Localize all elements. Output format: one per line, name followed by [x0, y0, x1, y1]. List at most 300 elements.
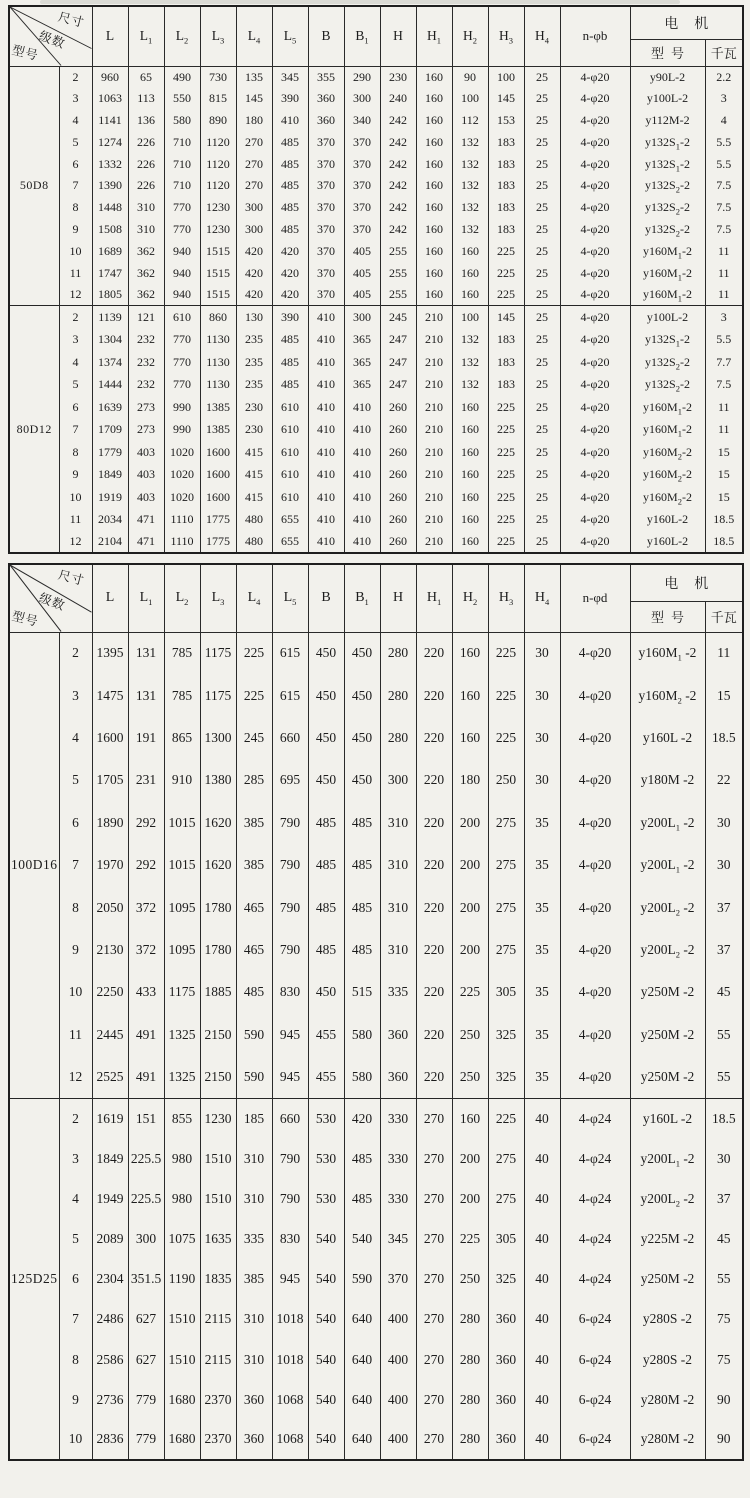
dim-value-cell: 30 [524, 759, 560, 801]
dim-value-cell: 310 [380, 886, 416, 928]
dim-value-cell: 25 [524, 508, 560, 531]
dim-value-cell: 183 [488, 373, 524, 396]
dim-value-cell: 2370 [200, 1420, 236, 1460]
dim-value-cell: 242 [380, 110, 416, 132]
motor-model-cell: $y132S_2-2$ [630, 373, 705, 396]
bolt-holes-cell: 6-φ24 [560, 1299, 630, 1339]
dim-value-cell: 225 [488, 531, 524, 554]
dim-value-cell: 660 [272, 717, 308, 759]
dim-value-cell: 225 [488, 486, 524, 509]
stage-count-cell: 12 [59, 531, 92, 554]
dim-value-cell: 210 [416, 531, 452, 554]
table-row [9, 240, 743, 262]
dim-value-cell: 310 [236, 1339, 272, 1379]
dim-value-cell: 410 [308, 328, 344, 351]
stage-count-cell: 3 [59, 674, 92, 716]
dim-value-cell: 1020 [164, 486, 200, 509]
dim-value-cell: 491 [128, 1056, 164, 1098]
bolt-holes-cell: 4-φ20 [560, 197, 630, 219]
motor-kw-cell: 37 [705, 1179, 743, 1219]
dim-value-cell: 480 [236, 508, 272, 531]
dim-value-cell: 255 [380, 262, 416, 284]
dim-value-cell: 200 [452, 1179, 488, 1219]
dim-value-cell: 400 [380, 1420, 416, 1460]
dim-value-cell: 280 [452, 1420, 488, 1460]
dim-value-cell: 1068 [272, 1380, 308, 1420]
dim-value-cell: 1374 [92, 351, 128, 374]
dim-value-cell: 640 [344, 1420, 380, 1460]
dim-value-cell: 345 [380, 1219, 416, 1259]
motor-group-header: 电机 [630, 6, 743, 39]
motor-kw-cell: 55 [705, 1056, 743, 1098]
dim-value-cell: 450 [308, 717, 344, 759]
dim-value-cell: 400 [380, 1380, 416, 1420]
bolt-holes-cell: 4-φ20 [560, 971, 630, 1013]
bolt-holes-header: n-φd [560, 564, 630, 632]
dim-value-cell: 550 [164, 88, 200, 110]
stage-count-cell: 11 [59, 1014, 92, 1056]
dim-value-cell: 145 [488, 88, 524, 110]
dim-value-cell: 385 [236, 844, 272, 886]
dim-value-cell: 940 [164, 284, 200, 306]
motor-kw-cell: 30 [705, 1138, 743, 1178]
motor-model-cell: $y132S_1-2$ [630, 131, 705, 153]
dim-value-cell: 210 [416, 373, 452, 396]
dim-value-cell: 325 [488, 1014, 524, 1056]
stage-count-cell: 3 [59, 88, 92, 110]
bolt-holes-cell: 6-φ24 [560, 1420, 630, 1460]
stage-count-cell: 11 [59, 508, 92, 531]
dim-value-cell: 360 [236, 1420, 272, 1460]
dim-value-cell: 2370 [200, 1380, 236, 1420]
dim-value-cell: 270 [416, 1138, 452, 1178]
dim-column-header: $H_3$ [488, 6, 524, 66]
dim-value-cell: 132 [452, 153, 488, 175]
dim-column-header: H [380, 6, 416, 66]
dim-value-cell: 247 [380, 328, 416, 351]
dim-column-header: $H_1$ [416, 6, 452, 66]
dim-value-cell: 185 [236, 1098, 272, 1138]
dim-value-cell: 360 [488, 1420, 524, 1460]
dim-value-cell: 410 [308, 486, 344, 509]
motor-model-cell: $y132S_2-2$ [630, 219, 705, 241]
bolt-holes-cell: 4-φ20 [560, 508, 630, 531]
dim-value-cell: 255 [380, 240, 416, 262]
stage-count-cell: 4 [59, 717, 92, 759]
dim-value-cell: 2250 [92, 971, 128, 1013]
dim-value-cell: 990 [164, 418, 200, 441]
dim-value-cell: 230 [236, 418, 272, 441]
stage-count-cell: 10 [59, 1420, 92, 1460]
dim-value-cell: 200 [452, 1138, 488, 1178]
dim-value-cell: 325 [488, 1259, 524, 1299]
dim-value-cell: 132 [452, 351, 488, 374]
dim-value-cell: 471 [128, 508, 164, 531]
stage-count-cell: 2 [59, 66, 92, 88]
dim-value-cell: 410 [344, 463, 380, 486]
motor-model-cell: $y160M_2-2$ [630, 441, 705, 464]
stage-count-cell: 5 [59, 131, 92, 153]
dim-value-cell: 770 [164, 373, 200, 396]
dim-value-cell: 2586 [92, 1339, 128, 1379]
stage-count-cell: 5 [59, 373, 92, 396]
dim-value-cell: 1680 [164, 1380, 200, 1420]
bolt-holes-cell: 4-φ20 [560, 486, 630, 509]
table-row [9, 886, 743, 928]
dim-value-cell: 485 [344, 1179, 380, 1219]
dim-value-cell: 121 [128, 306, 164, 329]
dim-value-cell: 420 [272, 284, 308, 306]
dim-value-cell: 330 [380, 1138, 416, 1178]
dim-value-cell: 1120 [200, 175, 236, 197]
dim-value-cell: 1890 [92, 802, 128, 844]
dim-value-cell: 540 [308, 1259, 344, 1299]
dim-value-cell: 1515 [200, 240, 236, 262]
dim-value-cell: 225 [488, 1098, 524, 1138]
dim-value-cell: 450 [308, 759, 344, 801]
dim-value-cell: 1709 [92, 418, 128, 441]
dim-value-cell: 160 [452, 262, 488, 284]
bolt-holes-cell: 4-φ20 [560, 929, 630, 971]
bolt-holes-cell: 4-φ20 [560, 88, 630, 110]
stage-count-cell: 10 [59, 971, 92, 1013]
table-row [9, 284, 743, 306]
dim-value-cell: 275 [488, 886, 524, 928]
dim-column-header: L [92, 6, 128, 66]
dim-value-cell: 360 [380, 1056, 416, 1098]
dim-value-cell: 640 [344, 1380, 380, 1420]
motor-model-cell: $y160M_1-2$ [630, 396, 705, 419]
dim-value-cell: 779 [128, 1420, 164, 1460]
dim-value-cell: 2150 [200, 1014, 236, 1056]
motor-kw-cell: 5.5 [705, 153, 743, 175]
dim-value-cell: 145 [488, 306, 524, 329]
dim-value-cell: 275 [488, 844, 524, 886]
dim-value-cell: 1600 [92, 717, 128, 759]
dim-value-cell: 1385 [200, 396, 236, 419]
dim-value-cell: 2130 [92, 929, 128, 971]
dim-value-cell: 25 [524, 197, 560, 219]
dim-value-cell: 292 [128, 844, 164, 886]
bolt-holes-cell: 4-φ20 [560, 110, 630, 132]
dim-value-cell: 403 [128, 463, 164, 486]
dim-value-cell: 183 [488, 175, 524, 197]
dim-value-cell: 540 [308, 1219, 344, 1259]
dim-value-cell: 225 [236, 674, 272, 716]
corner-diagonals [10, 7, 92, 66]
dim-column-header: $B_1$ [344, 6, 380, 66]
dim-value-cell: 40 [524, 1138, 560, 1178]
table-row [9, 131, 743, 153]
dim-value-cell: 35 [524, 971, 560, 1013]
stage-count-cell: 12 [59, 284, 92, 306]
dim-value-cell: 1885 [200, 971, 236, 1013]
motor-kw-cell: 7.5 [705, 219, 743, 241]
dim-value-cell: 260 [380, 508, 416, 531]
corner-label-stages: 级数 [37, 590, 68, 613]
bolt-holes-cell: 4-φ20 [560, 373, 630, 396]
model-section-80D12 [9, 306, 743, 554]
motor-model-cell: $y200L_1$ -2 [630, 802, 705, 844]
dim-value-cell: 1775 [200, 531, 236, 554]
dim-value-cell: 35 [524, 929, 560, 971]
dim-value-cell: 245 [236, 717, 272, 759]
dim-value-cell: 790 [272, 929, 308, 971]
dim-value-cell: 480 [236, 531, 272, 554]
dim-value-cell: 40 [524, 1259, 560, 1299]
motor-model-cell: $y200L_2$ -2 [630, 929, 705, 971]
dim-value-cell: 485 [308, 802, 344, 844]
dim-value-cell: 410 [308, 306, 344, 329]
scan-artifact [40, 0, 680, 4]
dim-value-cell: 1300 [200, 717, 236, 759]
dim-column-header: $H_3$ [488, 564, 524, 632]
dim-value-cell: 210 [416, 463, 452, 486]
table-row [9, 1259, 743, 1299]
dim-value-cell: 183 [488, 131, 524, 153]
bolt-holes-cell: 4-φ20 [560, 886, 630, 928]
dim-value-cell: 100 [452, 88, 488, 110]
dim-value-cell: 1635 [200, 1219, 236, 1259]
dim-value-cell: 225 [488, 284, 524, 306]
dim-value-cell: 1110 [164, 531, 200, 554]
stage-count-cell: 9 [59, 219, 92, 241]
dim-value-cell: 785 [164, 632, 200, 674]
bolt-holes-cell: 4-φ20 [560, 1014, 630, 1056]
bolt-holes-cell: 4-φ20 [560, 418, 630, 441]
dim-value-cell: 360 [380, 1014, 416, 1056]
dim-value-cell: 1139 [92, 306, 128, 329]
motor-kw-cell: 18.5 [705, 531, 743, 554]
motor-kw-cell: 37 [705, 886, 743, 928]
dim-value-cell: 30 [524, 674, 560, 716]
bolt-holes-cell: 4-φ20 [560, 284, 630, 306]
dim-value-cell: 247 [380, 351, 416, 374]
bolt-holes-cell: 4-φ20 [560, 717, 630, 759]
dim-value-cell: 242 [380, 153, 416, 175]
dim-value-cell: 131 [128, 632, 164, 674]
dim-value-cell: 403 [128, 441, 164, 464]
dim-value-cell: 485 [272, 175, 308, 197]
motor-kw-cell: 7.5 [705, 175, 743, 197]
dim-value-cell: 330 [380, 1098, 416, 1138]
dim-value-cell: 25 [524, 531, 560, 554]
corner-label-stages: 级数 [37, 29, 68, 52]
dim-value-cell: 1304 [92, 328, 128, 351]
dim-value-cell: 30 [524, 717, 560, 759]
dim-value-cell: 160 [452, 531, 488, 554]
dim-value-cell: 260 [380, 418, 416, 441]
dim-value-cell: 220 [416, 929, 452, 971]
dim-value-cell: 485 [272, 328, 308, 351]
dim-value-cell: 370 [308, 153, 344, 175]
dim-value-cell: 2525 [92, 1056, 128, 1098]
dim-value-cell: 1130 [200, 373, 236, 396]
dim-value-cell: 225 [488, 508, 524, 531]
dim-column-header: $H_2$ [452, 6, 488, 66]
stage-count-cell: 8 [59, 441, 92, 464]
bolt-holes-cell: 4-φ24 [560, 1179, 630, 1219]
dim-value-cell: 250 [488, 759, 524, 801]
dim-value-cell: 410 [344, 418, 380, 441]
dim-value-cell: 183 [488, 351, 524, 374]
dim-value-cell: 2486 [92, 1299, 128, 1339]
dim-value-cell: 420 [236, 262, 272, 284]
motor-model-header: 型号 [630, 39, 705, 66]
motor-model-cell: y250M -2 [630, 971, 705, 1013]
dim-value-cell: 351.5 [128, 1259, 164, 1299]
dim-value-cell: 40 [524, 1098, 560, 1138]
dim-value-cell: 250 [452, 1014, 488, 1056]
stage-count-cell: 9 [59, 929, 92, 971]
motor-model-cell: y160L-2 [630, 508, 705, 531]
dim-value-cell: 450 [344, 759, 380, 801]
dim-value-cell: 710 [164, 175, 200, 197]
dim-value-cell: 1448 [92, 197, 128, 219]
stage-count-cell: 2 [59, 306, 92, 329]
dim-value-cell: 2104 [92, 531, 128, 554]
dim-value-cell: 225 [452, 971, 488, 1013]
dim-value-cell: 270 [416, 1420, 452, 1460]
dim-value-cell: 1130 [200, 328, 236, 351]
corner-label-model: 型号 [10, 42, 41, 63]
dim-value-cell: 160 [452, 1098, 488, 1138]
dim-value-cell: 160 [416, 88, 452, 110]
dim-value-cell: 2034 [92, 508, 128, 531]
dim-value-cell: 270 [236, 131, 272, 153]
dim-value-cell: 40 [524, 1299, 560, 1339]
dim-value-cell: 25 [524, 328, 560, 351]
stage-count-cell: 8 [59, 886, 92, 928]
dim-value-cell: 1600 [200, 441, 236, 464]
dim-value-cell: 365 [344, 351, 380, 374]
dim-value-cell: 1510 [164, 1299, 200, 1339]
dim-value-cell: 132 [452, 219, 488, 241]
dim-value-cell: 220 [416, 759, 452, 801]
dim-value-cell: 910 [164, 759, 200, 801]
dim-value-cell: 945 [272, 1056, 308, 1098]
dim-column-header: $L_1$ [128, 6, 164, 66]
dim-value-cell: 25 [524, 351, 560, 374]
dim-value-cell: 385 [236, 802, 272, 844]
dim-value-cell: 410 [308, 463, 344, 486]
dim-value-cell: 310 [236, 1179, 272, 1219]
dim-value-cell: 790 [272, 844, 308, 886]
stage-count-cell: 7 [59, 175, 92, 197]
table-row [9, 219, 743, 241]
dim-value-cell: 530 [308, 1179, 344, 1219]
dim-value-cell: 1020 [164, 441, 200, 464]
dim-value-cell: 25 [524, 219, 560, 241]
dim-value-cell: 160 [416, 284, 452, 306]
dim-value-cell: 1508 [92, 219, 128, 241]
motor-kw-cell: 7.5 [705, 197, 743, 219]
spec-table-1 [8, 5, 744, 554]
dim-value-cell: 200 [452, 929, 488, 971]
dim-value-cell: 210 [416, 351, 452, 374]
stage-count-cell: 12 [59, 1056, 92, 1098]
dim-value-cell: 1619 [92, 1098, 128, 1138]
motor-model-cell: y100L-2 [630, 88, 705, 110]
dim-value-cell: 945 [272, 1014, 308, 1056]
stage-count-cell: 5 [59, 1219, 92, 1259]
motor-model-cell: y280M -2 [630, 1420, 705, 1460]
dim-value-cell: 695 [272, 759, 308, 801]
motor-model-cell: $y132S_1-2$ [630, 328, 705, 351]
dim-value-cell: 485 [272, 219, 308, 241]
dim-value-cell: 230 [236, 396, 272, 419]
dim-value-cell: 300 [380, 759, 416, 801]
dim-value-cell: 730 [200, 66, 236, 88]
dim-value-cell: 410 [344, 531, 380, 554]
corner-label-size: 尺寸 [56, 567, 87, 589]
dim-value-cell: 151 [128, 1098, 164, 1138]
dim-value-cell: 410 [308, 351, 344, 374]
dim-value-cell: 1075 [164, 1219, 200, 1259]
table-row [9, 531, 743, 554]
dim-value-cell: 655 [272, 531, 308, 554]
dim-value-cell: 1849 [92, 463, 128, 486]
motor-model-header: 型号 [630, 601, 705, 632]
motor-model-cell: $y160M_1-2$ [630, 240, 705, 262]
stage-count-cell: 11 [59, 262, 92, 284]
dim-value-cell: 450 [308, 971, 344, 1013]
dim-value-cell: 25 [524, 153, 560, 175]
dim-value-cell: 1395 [92, 632, 128, 674]
table-header [9, 6, 743, 66]
dim-value-cell: 132 [452, 328, 488, 351]
motor-kw-cell: 5.5 [705, 131, 743, 153]
dim-value-cell: 275 [488, 1179, 524, 1219]
dim-value-cell: 860 [200, 306, 236, 329]
dim-value-cell: 131 [128, 674, 164, 716]
dim-value-cell: 362 [128, 262, 164, 284]
dim-value-cell: 485 [308, 929, 344, 971]
model-section-50D8 [9, 66, 743, 306]
dim-value-cell: 415 [236, 486, 272, 509]
motor-model-cell: $y200L_2$ -2 [630, 1179, 705, 1219]
dim-value-cell: 410 [308, 508, 344, 531]
dim-value-cell: 270 [416, 1259, 452, 1299]
dim-value-cell: 255 [380, 284, 416, 306]
dim-value-cell: 580 [344, 1014, 380, 1056]
dim-value-cell: 770 [164, 328, 200, 351]
dim-value-cell: 275 [488, 802, 524, 844]
dim-value-cell: 1919 [92, 486, 128, 509]
dim-value-cell: 485 [272, 131, 308, 153]
dim-column-header: $L_2$ [164, 564, 200, 632]
dim-value-cell: 260 [380, 531, 416, 554]
dim-value-cell: 220 [416, 1014, 452, 1056]
dim-value-cell: 360 [308, 88, 344, 110]
bolt-holes-cell: 4-φ20 [560, 175, 630, 197]
dim-value-cell: 830 [272, 1219, 308, 1259]
motor-model-cell: y90L-2 [630, 66, 705, 88]
dim-value-cell: 242 [380, 131, 416, 153]
dim-value-cell: 183 [488, 219, 524, 241]
motor-model-cell: y280S -2 [630, 1299, 705, 1339]
dim-value-cell: 310 [236, 1138, 272, 1178]
dim-value-cell: 1775 [200, 508, 236, 531]
dim-value-cell: 640 [344, 1299, 380, 1339]
motor-model-cell: y100L-2 [630, 306, 705, 329]
dim-value-cell: 310 [380, 802, 416, 844]
dim-value-cell: 1110 [164, 508, 200, 531]
dim-value-cell: 540 [308, 1299, 344, 1339]
motor-kw-cell: 4 [705, 110, 743, 132]
corner-label-size: 尺寸 [56, 9, 87, 31]
dim-value-cell: 225 [488, 262, 524, 284]
